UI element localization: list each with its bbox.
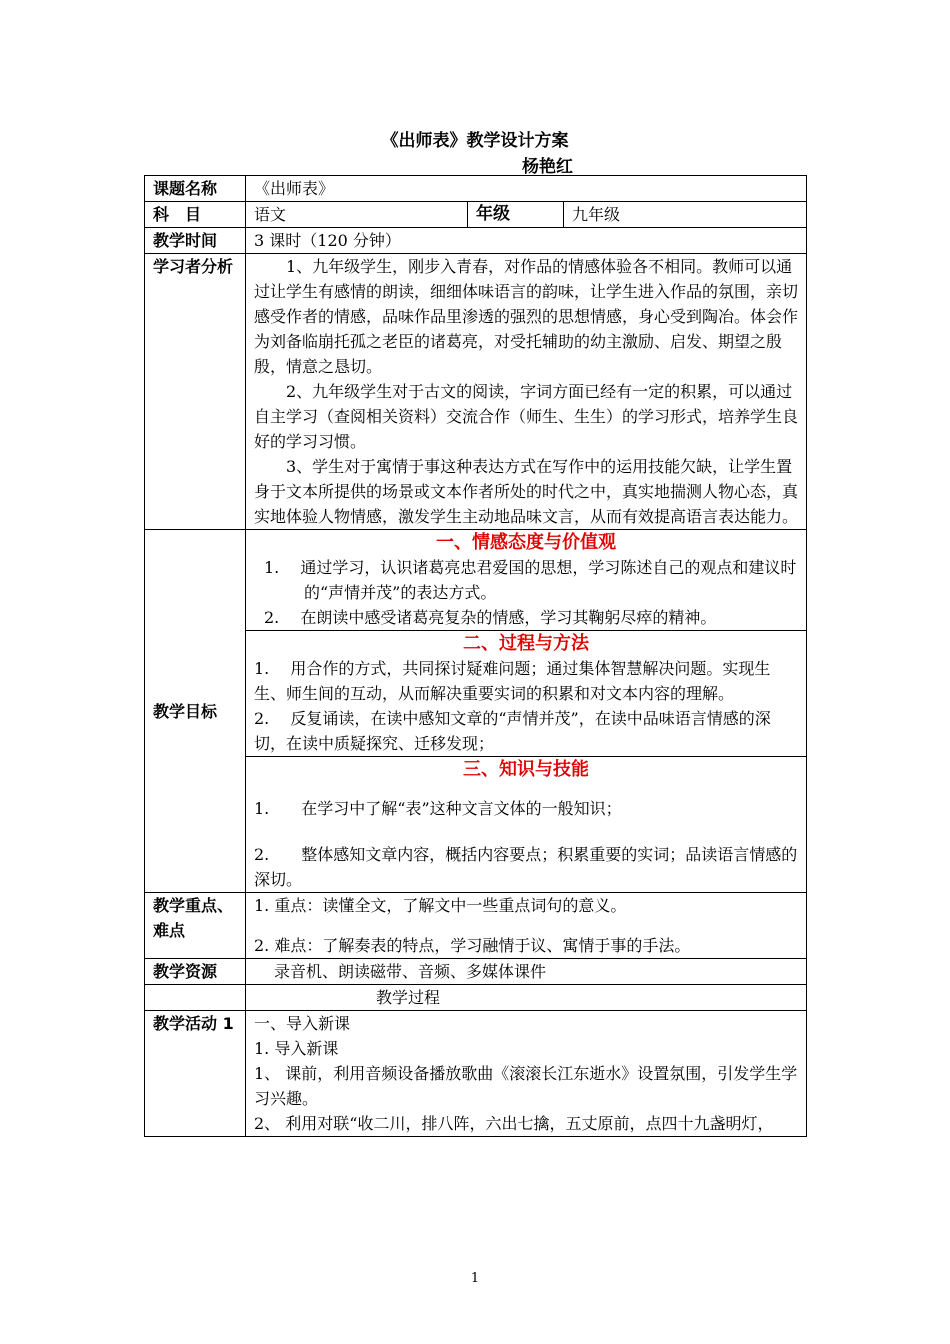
time-label: 教学时间 bbox=[145, 228, 246, 254]
goals-cell bbox=[246, 530, 807, 893]
resource-value: 录音机、朗读磁带、音频、多媒体课件 bbox=[246, 959, 807, 985]
lesson-plan-table bbox=[144, 175, 807, 1137]
activity-line: 2、 利用对联“收二川，排八阵，六出七擒，五丈原前，点四十九盏明灯， bbox=[254, 1114, 774, 1133]
goal-item: 1. 用合作的方式，共同探讨疑难问题；通过集体智慧解决问题。实现生生、师生间的互动，从而解决重要实词的积累和对文本内容的理解。 bbox=[254, 659, 771, 703]
learner-row bbox=[145, 254, 807, 530]
activity-row bbox=[145, 1011, 807, 1137]
learner-analysis bbox=[246, 254, 807, 530]
focus-item: 1. 重点：读懂全文，了解文中一些重点词句的意义。 bbox=[254, 896, 627, 915]
process-blank bbox=[145, 985, 246, 1011]
topic-label: 课题名称 bbox=[145, 176, 246, 202]
goal-section-attitude bbox=[246, 530, 806, 631]
learner-label: 学习者分析 bbox=[145, 254, 246, 530]
goal-item: 2. 反复诵读，在读中感知文章的“声情并茂”，在读中品味语言情感的深切，在读中质疑探究、迁移发现； bbox=[254, 709, 771, 753]
grade-value: 九年级 bbox=[564, 202, 807, 228]
focus-cell bbox=[246, 893, 807, 959]
subject-row bbox=[145, 202, 807, 228]
goal-item: 1. 通过学习，认识诸葛亮忠君爱国的思想，学习陈述自己的观点和建议时的“声情并茂”的表达方式。 bbox=[264, 558, 797, 602]
goal-section-process bbox=[246, 631, 806, 757]
goal-heading: 三、知识与技能 bbox=[463, 759, 590, 780]
subject-value: 语文 bbox=[246, 202, 468, 228]
focus-row bbox=[145, 893, 807, 959]
goals-row bbox=[145, 530, 807, 893]
resource-row bbox=[145, 959, 807, 985]
document-title: 《出师表》教学设计方案 bbox=[381, 131, 569, 151]
goal-item: 1. 在学习中了解“表”这种文言文体的一般知识； bbox=[254, 799, 622, 818]
learner-paragraph: 2、九年级学生对于古文的阅读，字词方面已经有一定的积累，可以通过自主学习（查阅相关资料）交流合作（师生、生生）的学习形式，培养学生良好的学习习惯。 bbox=[254, 382, 799, 451]
author-name: 杨艳红 bbox=[522, 157, 573, 177]
resource-label: 教学资源 bbox=[145, 959, 246, 985]
topic-row bbox=[145, 176, 807, 202]
grade-label: 年级 bbox=[468, 202, 564, 228]
topic-value: 《出师表》 bbox=[246, 176, 807, 202]
activity-line: 1、 课前，利用音频设备播放歌曲《滚滚长江东逝水》设置氛围，引发学生学习兴趣。 bbox=[254, 1064, 798, 1108]
learner-paragraph: 3、学生对于寓情于事这种表达方式在写作中的运用技能欠缺，让学生置身于文本所提供的场景或文本作者所处的时代之中，真实地揣测人物心态，真实地体验人物情感，激发学生主动地品味文言，从而有效提高语言表达能力。 bbox=[254, 457, 799, 526]
focus-label: 教学重点、难点 bbox=[145, 893, 246, 959]
goal-heading: 二、过程与方法 bbox=[463, 633, 590, 654]
goal-heading: 一、情感态度与价值观 bbox=[436, 532, 617, 553]
time-value: 3 课时（120 分钟） bbox=[246, 228, 807, 254]
learner-paragraph: 1、九年级学生，刚步入青春，对作品的情感体验各不相同。教师可以通过让学生有感情的朗读，细细体味语言的韵味，让学生进入作品的氛围，亲切感受作者的情感，品味作品里渗透的强烈的思想情感，身心受到陶冶。体会作为刘备临崩托孤之老臣的诸葛亮，对受托辅助的幼主激励、启发、期望之殷殷，情意之恳切。 bbox=[254, 257, 799, 376]
goal-item: 2. 整体感知文章内容，概括内容要点；积累重要的实词；品读语言情感的深切。 bbox=[254, 845, 798, 889]
process-row bbox=[145, 985, 807, 1011]
activity-line: 1. 导入新课 bbox=[254, 1039, 339, 1058]
page-number: 1 bbox=[470, 1271, 480, 1286]
time-row bbox=[145, 228, 807, 254]
subject-label: 科 目 bbox=[145, 202, 246, 228]
process-heading: 教学过程 bbox=[246, 985, 807, 1011]
activity-line: 一、导入新课 bbox=[254, 1014, 351, 1033]
activity-cell bbox=[246, 1011, 807, 1137]
goal-section-knowledge bbox=[246, 757, 806, 892]
focus-item: 2. 难点：了解奏表的特点，学习融情于议、寓情于事的手法。 bbox=[254, 936, 691, 955]
goal-item: 2. 在朗读中感受诸葛亮复杂的情感，学习其鞠躬尽瘁的精神。 bbox=[264, 608, 717, 627]
goals-label: 教学目标 bbox=[145, 530, 246, 893]
activity-label: 教学活动 1 bbox=[145, 1011, 246, 1137]
